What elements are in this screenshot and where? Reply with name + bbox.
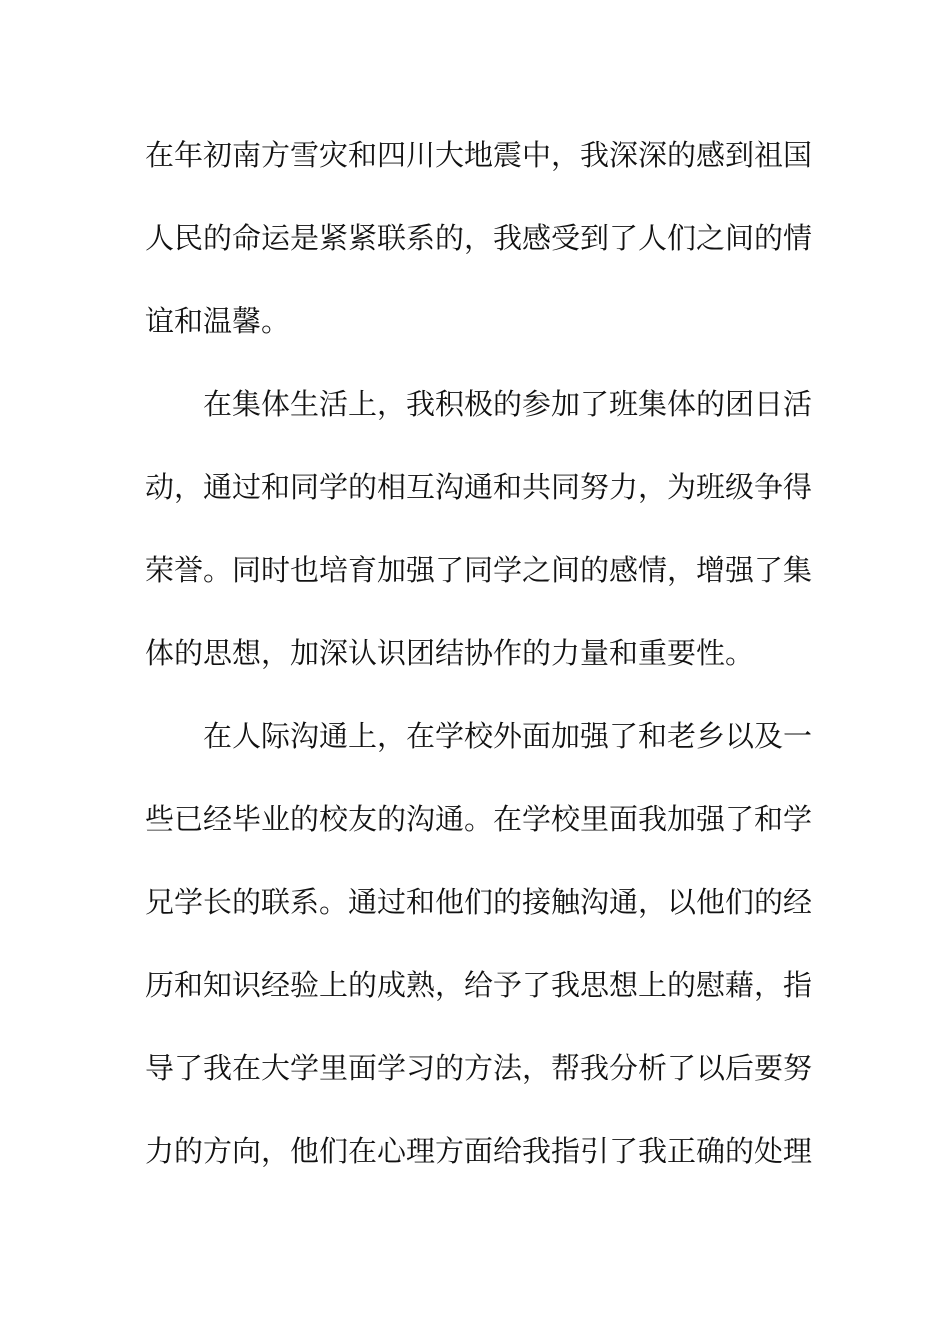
paragraph-2-line-4: 体的思想，加深认识团结协作的力量和重要性。 (145, 636, 755, 670)
paragraph-2-line-1: 在集体生活上，我积极的参加了班集体的团日活 (203, 387, 813, 421)
paragraph-2-line-3: 荣誉。同时也培育加强了同学之间的感情，增强了集 (145, 553, 813, 587)
paragraph-1-line-3: 谊和温馨。 (145, 304, 291, 338)
paragraph-3-line-2: 些已经毕业的校友的沟通。在学校里面我加强了和学 (145, 802, 813, 836)
paragraph-1-line-2: 人民的命运是紧紧联系的，我感受到了人们之间的情 (145, 221, 813, 255)
paragraph-3-line-6: 力的方向，他们在心理方面给我指引了我正确的处理 (145, 1134, 813, 1168)
paragraph-3-line-4: 历和知识经验上的成熟，给予了我思想上的慰藉，指 (145, 968, 813, 1002)
body-text (145, 114, 815, 1193)
paragraph-1-line-1: 在年初南方雪灾和四川大地震中，我深深的感到祖国 (145, 138, 813, 172)
paragraph-3-line-5: 导了我在大学里面学习的方法，帮我分析了以后要努 (145, 1051, 813, 1085)
paragraph-3-line-1: 在人际沟通上，在学校外面加强了和老乡以及一 (203, 719, 813, 753)
paragraph-3-line-3: 兄学长的联系。通过和他们的接触沟通，以他们的经 (145, 885, 813, 919)
paragraph-2-line-2: 动，通过和同学的相互沟通和共同努力，为班级争得 (145, 470, 813, 504)
